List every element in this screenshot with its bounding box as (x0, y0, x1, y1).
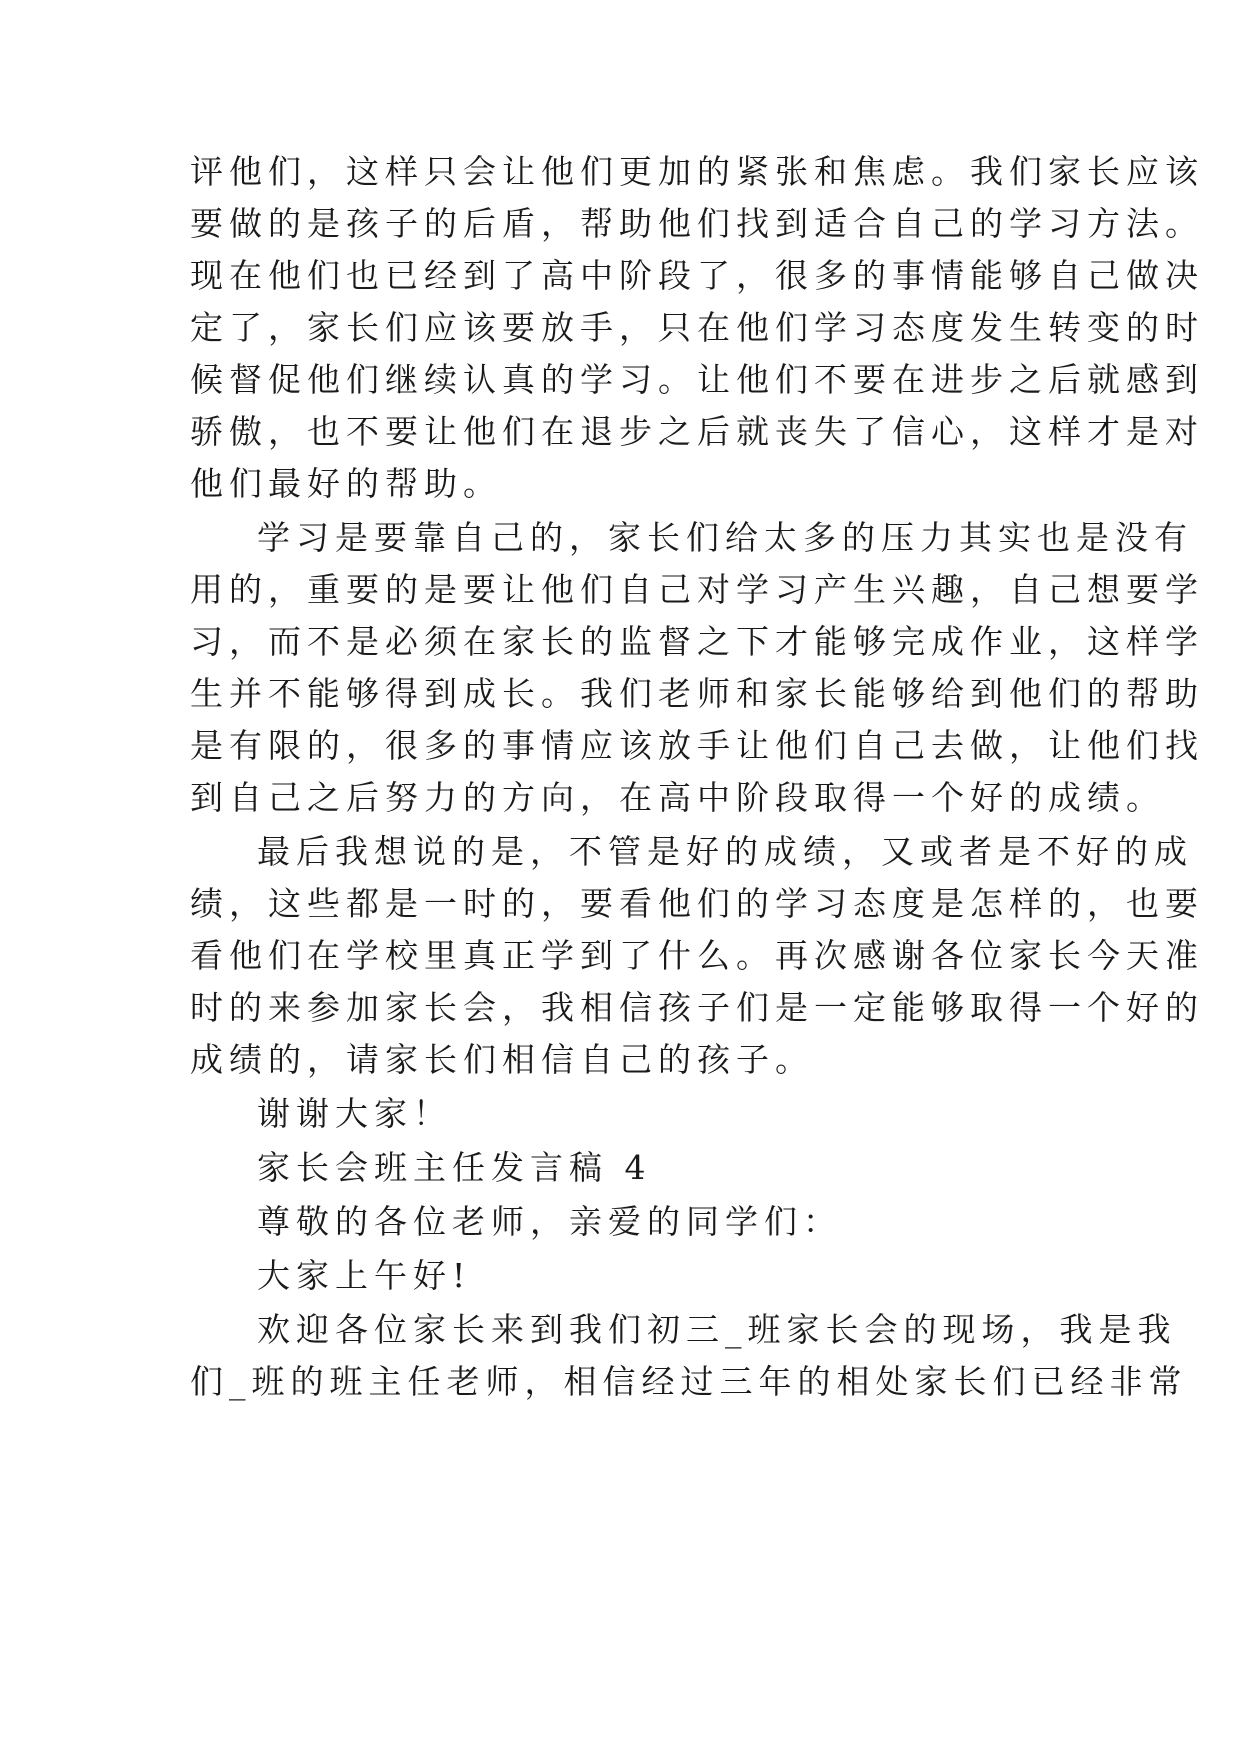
text-line: 骄傲，也不要让他们在退步之后就丧失了信心，这样才是对 (190, 412, 1204, 451)
paragraph-first-line: 欢迎各位家长来到我们初三_班家长会的现场，我是我 (257, 1310, 1177, 1349)
text-line: 习，而不是必须在家长的监督之下才能够完成作业，这样学 (190, 622, 1204, 661)
text-line: 候督促他们继续认真的学习。让他们不要在进步之后就感到 (190, 360, 1204, 399)
text-line: 要做的是孩子的后盾，帮助他们找到适合自己的学习方法。 (190, 204, 1204, 243)
section-heading: 家长会班主任发言稿 4 (257, 1148, 652, 1187)
paragraph-first-line: 学习是要靠自己的，家长们给太多的压力其实也是没有 (257, 518, 1193, 557)
paragraph-first-line: 最后我想说的是，不管是好的成绩，又或者是不好的成 (257, 832, 1193, 871)
text-line: 用的，重要的是要让他们自己对学习产生兴趣，自己想要学 (190, 570, 1204, 609)
greeting: 大家上午好! (257, 1256, 472, 1295)
text-line: 现在他们也已经到了高中阶段了，很多的事情能够自己做决 (190, 256, 1204, 295)
salutation: 尊敬的各位老师，亲爱的同学们： (257, 1202, 842, 1241)
text-line: 定了，家长们应该要放手，只在他们学习态度发生转变的时 (190, 308, 1204, 347)
closing-thanks: 谢谢大家！ (257, 1094, 452, 1133)
text-line: 成绩的，请家长们相信自己的孩子。 (190, 1040, 814, 1079)
text-line: 看他们在学校里真正学到了什么。再次感谢各位家长今天准 (190, 936, 1204, 975)
text-line: 生并不能够得到成长。我们老师和家长能够给到他们的帮助 (190, 674, 1204, 713)
text-line: 到自己之后努力的方向，在高中阶段取得一个好的成绩。 (190, 778, 1165, 817)
text-line: 是有限的，很多的事情应该放手让他们自己去做，让他们找 (190, 726, 1204, 765)
text-line: 时的来参加家长会，我相信孩子们是一定能够取得一个好的 (190, 988, 1204, 1027)
text-line: 们_班的班主任老师，相信经过三年的相处家长们已经非常 (190, 1362, 1188, 1401)
text-line: 绩，这些都是一时的，要看他们的学习态度是怎样的，也要 (190, 884, 1204, 923)
text-line: 评他们，这样只会让他们更加的紧张和焦虑。我们家长应该 (190, 152, 1204, 191)
text-line: 他们最好的帮助。 (190, 464, 502, 503)
